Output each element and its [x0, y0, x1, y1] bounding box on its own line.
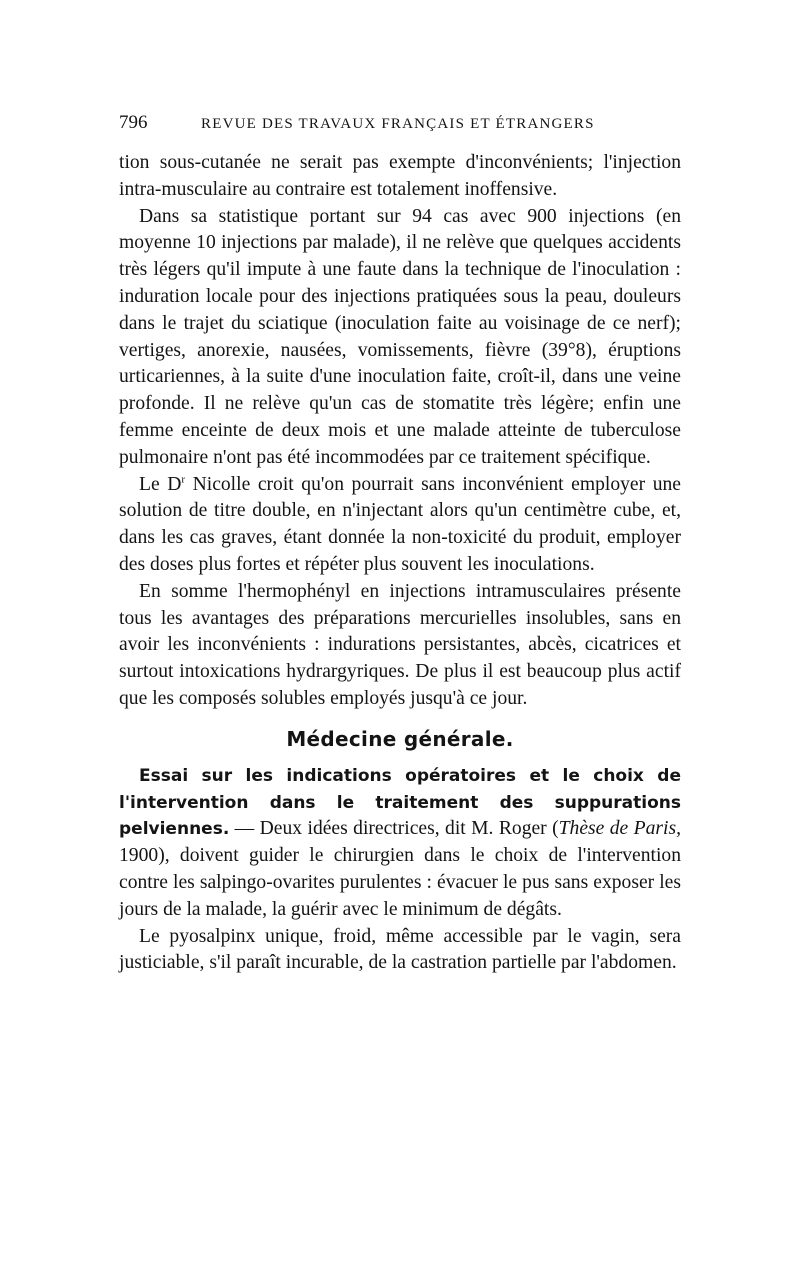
paragraph-article — [119, 763, 681, 924]
paragraph-nicolle — [119, 472, 681, 579]
section-heading: Médecine générale. — [286, 726, 514, 751]
article-source: Thèse de Paris, — [558, 818, 681, 840]
nicolle-text-rest: Nicolle croit qu'on pourrait sans inconvénient employer une solution de titre double, en n'injectant alors qu'un centimètre cube, et, dans les cas graves, étant donnée la non-toxicité du produit, employer des doses plus fortes et répéter plus souvent les inoculations. — [119, 473, 681, 575]
paragraph-pyosalpinx: Le pyosalpinx unique, froid, même accessible par le vagin, sera justiciable, s'il paraît incurable, de la castration partielle par l'abdomen. — [119, 925, 681, 974]
article-text-rest: 1900), doivent guider le chirurgien dans le choix de l'intervention contre les salpingo-ovarites purulentes : évacuer le pus sans exposer les jours de la malade, la guérir avec le minimum de dégâts. — [119, 845, 681, 920]
nicolle-text-start: Le D — [139, 473, 182, 495]
paragraph-continuation: tion sous-cutanée ne serait pas exempte d'inconvénients; l'injection intra-musculaire au contraire est totalement inoffensive. — [119, 152, 681, 200]
article-title: Essai sur les indications opératoires et le choix de l'intervention dans le traitement des suppurations pelviennes. — [119, 765, 681, 840]
running-title: REVUE DES TRAVAUX FRANÇAIS ET ÉTRANGERS — [201, 116, 595, 132]
article-text-start: — Deux idées directrices, dit M. Roger ( — [229, 818, 559, 840]
paragraph-summary: En somme l'hermophényl en injections intramusculaires présente tous les avantages des préparations mercurielles insolubles, sans en avoir les inconvénients : indurations persistantes, abcès, cicatrices et surtout intoxications hydrargyriques. De plus il est beaucoup plus actif que les composés solubles employés jusqu'à ce jour. — [119, 580, 681, 709]
paragraph-statistics: Dans sa statistique portant sur 94 cas avec 900 injections (en moyenne 10 injections par malade), il ne relève que quelques accidents très légers qu'il impute à une faute dans la technique de l'inoculation : induration locale pour des injections pratiquées sous la peau, douleurs dans le trajet du sciatique (inoculation faite au voisinage de ce nerf); vertiges, anorexie, nausées, vomissements, fièvre (39°8), éruptions urticariennes, à la suite d'une inoculation faite, croît-il, dans une veine profonde. Il ne relève qu'un cas de stomatite très légère; enfin une femme enceinte de deux mois et une malade atteinte de tuberculose pulmonaire n'ont pas été incommodées par ce traitement spécifique. — [119, 205, 681, 468]
page — [119, 112, 681, 977]
running-header — [119, 112, 681, 134]
doctor-superscript: r — [181, 473, 186, 486]
page-number: 796 — [119, 112, 148, 133]
